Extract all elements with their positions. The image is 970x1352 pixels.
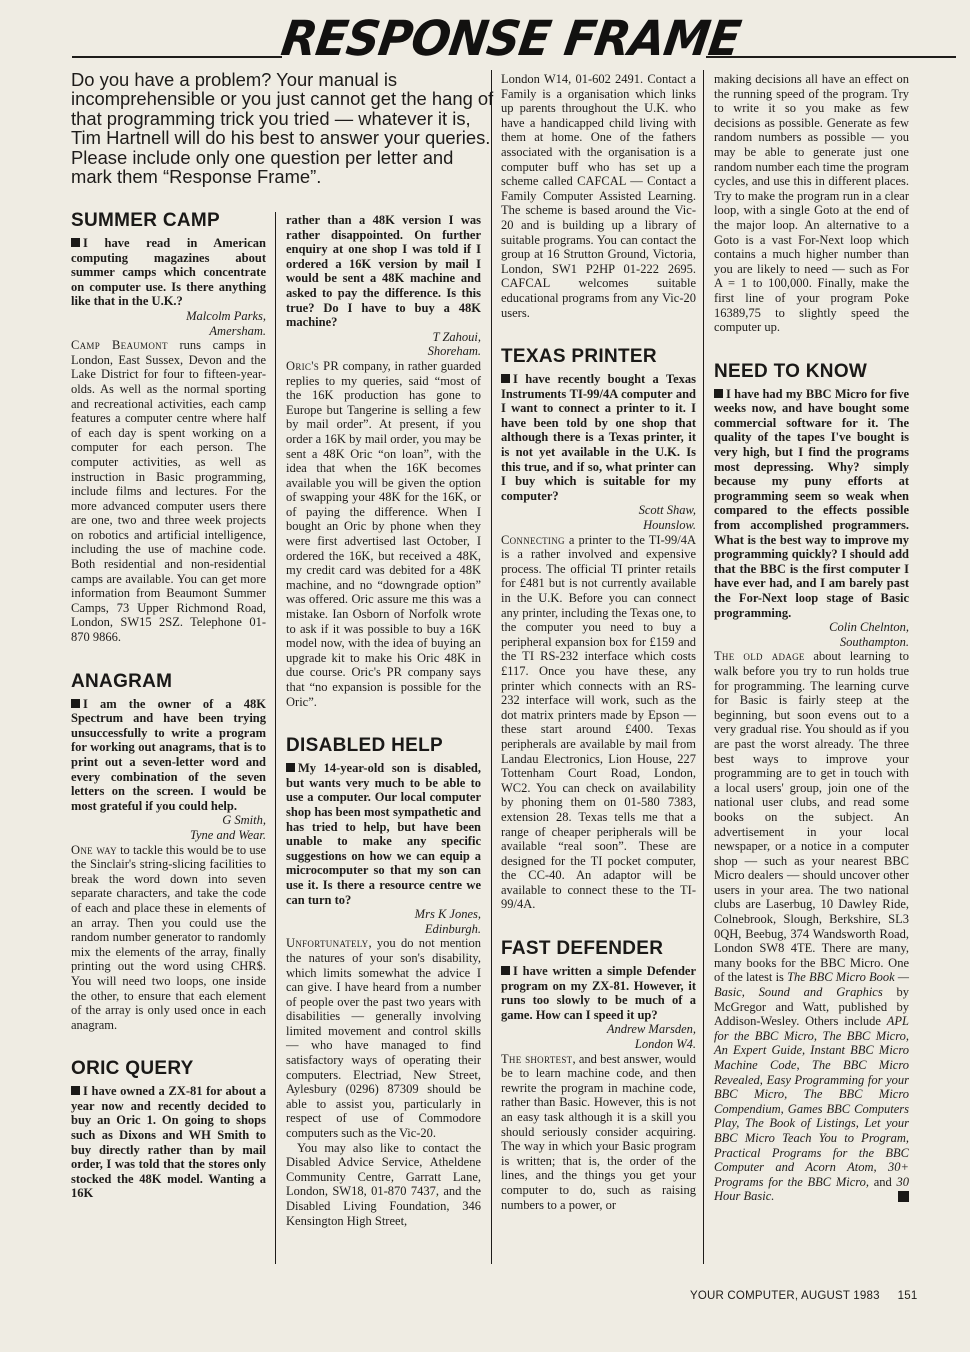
intro-text: Do you have a problem? Your manual is incomprehensible or you just cannot get the hang of that programming trick you tried — whatever it is, Tim Hartnell will do his best to answer your queries. Please include only one question per letter and mark them “Response Frame”. <box>71 69 494 188</box>
reader-question: My 14-year-old son is disabled, but wants very much to be able to use a computer. Our local computer shop has been most sympathetic and has tried to help, but have been unable to make any specific suggestions on how we can equip a microcomputer so that my son can use it. Is there a resource centre we can turn to? <box>286 761 481 907</box>
column-2 <box>286 213 481 1228</box>
signature: Andrew Marsden, London W4. <box>606 1022 696 1052</box>
reader-question: I have written a simple Defender program on my ZX-81. However, it runs too slowly to be much of a game. How can I speed it up? <box>501 964 696 1022</box>
square-bullet-icon <box>71 1086 80 1095</box>
answer-text: You may also like to contact the Disabled Advice Service, Atheldene Community Centre, Garratt Lane, London, SW18, 01-870 7437, and the Disabled Living Foundation, 346 Kensington High Street, <box>286 1140 481 1228</box>
reader-question: I have read in American computing magazines about summer camps which concentrate on computer use. Is there anything like that in the U.K.? <box>71 236 266 309</box>
answer-text: Unfortunately, you do not mention the natures of your son's disability, which limits somewhat the advice I can give. I have heard from a number of people over the past two years with disabilities — generally involving limited movement and control skills — who have managed to find satisfactory ways of operating their computers. Electriad, New Street, Aylesbury (0296) 87309 should be able to assist you, particularly in respect of use of Commodore computers such as the Vic-20. <box>286 936 481 1141</box>
square-bullet-icon <box>71 699 80 708</box>
signature: Colin Chelnton, Southampton. <box>829 620 909 649</box>
signature: G Smith, Tyne and Wear. <box>189 813 266 842</box>
square-bullet-icon <box>501 374 510 383</box>
banner-rule-left <box>72 56 282 58</box>
column-divider <box>275 212 276 1264</box>
page-number: 151 <box>897 1290 918 1302</box>
answer-text: The shortest, and best answer, would be to learn machine code, and then rewrite the program in machine code, rather than Basic. However, this is not an easy task although it is a skill you should seriously consider acquiring. The way in which your Basic program is written; that is, the order of the lines, and the things you get your computer to do, such as raising numbers to a power, or <box>501 1051 696 1212</box>
page-footer <box>690 1290 917 1302</box>
reader-question: I am the owner of a 48K Spectrum and have been trying unsuccessfully to write a program for working out anagrams, that is to print out a seven-letter word and every combination of the seven letters on the screen. I would be most grateful if you could help. <box>71 696 266 813</box>
section-texas-printer <box>501 346 696 912</box>
section-anagram <box>71 671 266 1033</box>
section-need-to-know <box>714 361 909 1204</box>
reader-question: I have had my BBC Micro for five weeks now, and have bought some commercial software for it. The quality of the tapes I've bought is very high, but I find the programs most depressing. Why? simply because my puny efforts at programming seem so weak when compared to the effects possible from accomplished programmers. What is the best way to improve my programming quickly? I should add that the BBC is the first computer I have ever had, and I am barely past the For-Next loop stage of Basic programming. <box>714 386 909 620</box>
answer-text: Connecting a printer to the TI-99/4A is a rather involved and expensive process. The official TI printer retails for £481 but is not currently available in the U.K. Before you can connect any printer, including the Texas one, to the computer you need to buy a peripheral expansion box for £159 and the TI RS-232 interface which costs £117. Once you have these, any printer which connects with an RS-232 interface will work, such as the dot matrix printers made by Epson — these start around £400. Texas peripherals are available by mail from Landau Electronics, Lion House, 227 Tottenham Court Road, London, WC2. You can check on availability by phoning them on 01-580 7383, extension 28. Texas tells me that a range of cheaper peripherals will be available “real soon”. These are designed for the TI pocket computer, the CC-40. An adaptor will be available to connect these to the TI-99/4A. <box>501 532 696 912</box>
section-oric-query <box>71 1058 266 1201</box>
reader-question-continued: rather than a 48K version I was rather disappointed. On further enquiry at one shop I was told if I ordered a 16K version by mail I would be sent a 48K machine and asked to pay the difference. Is this true? Do I have to buy a 48K machine? <box>286 213 481 330</box>
end-of-article-icon <box>898 1191 909 1202</box>
answer-text: The old adage about learning to walk before you try to run holds true for programming. The learning curve for Basic is fairly steep at the beginning, but soon evens out to a very gradual rise. You should as if you are past the worst already. The three best ways to improve your programming are to get in touch with a local users' group, join one of the national user clubs, and read some books on the subject. An advertisement in your local newspaper, or a notice in a computer shop — such as your nearest BBC Micro dealers — should uncover other users in your area. The two national clubs are Laserbug, 10 Dawley Ride, Colnebrook, Slough, Berkshire, SL3 0QH, Beebug, 374 Wandsworth Road, London SW8 4TE. There are many, many books for the BBC Micro. One of the latest is The BBC Micro Book — Basic, Sound and Graphics by McGregor and Watt, published by Addison-Wesley. Others include APL for the BBC Micro, The BBC Micro, An Expert Guide, Instant BBC Micro Machine Code, The BBC Micro Revealed, Easy Programming for your BBC Micro, The BBC Micro Compendium, Games BBC Computers Play, The Book of Listings, Let your BBC Micro Teach You to Program, Practical Programs for the BBC Computer and Acorn Atom, 30+ Programs for the BBC Micro, and 30 Hour Basic. <box>714 649 909 1204</box>
column-1 <box>71 210 266 1201</box>
publication-line: YOUR COMPUTER, AUGUST 1983 <box>690 1290 880 1302</box>
page-banner-title: RESPONSE FRAME <box>278 9 744 67</box>
banner-rule-right <box>706 56 956 58</box>
section-fast-defender <box>501 938 696 1212</box>
section-heading: TEXAS PRINTER <box>501 346 657 368</box>
column-divider <box>491 70 492 1264</box>
column-3 <box>501 72 696 1212</box>
section-heading: DISABLED HELP <box>286 735 443 757</box>
square-bullet-icon <box>714 389 723 398</box>
square-bullet-icon <box>286 763 295 772</box>
reader-question: I have owned a ZX-81 for about a year now and recently decided to buy an Oric 1. On going to shops such as Dixons and WH Smith to buy directly rather than by mail order, I was told that the stores only stocked the 48K model. Wanting a 16K <box>71 1084 266 1201</box>
signature: Mrs K Jones, Edinburgh. <box>414 907 481 936</box>
signature: Malcolm Parks, Amersham. <box>186 308 266 338</box>
section-heading: ANAGRAM <box>71 670 173 692</box>
column-divider <box>703 70 704 1264</box>
answer-text: One way to tackle this would be to use the Sinclair's string-slicing facilities to break the word down into seven separate characters, and take the code of each and place these in elements of an array. Then you could use the random number generator to randomly mix the elements of the array, finally printing out the word using CHR$. You will need two loops, one inside the other, to ensure that each element of the array is only used once in each anagram. <box>71 842 266 1032</box>
section-heading: SUMMER CAMP <box>71 210 220 231</box>
answer-text-continued: London W14, 01-602 2491. Contact a Family is a organisation which links up parents throughout the U.K. who have a handicapped child living with them at home. One of the fathers associated with the organisation is a computer buff who has set up a scheme called CAFCAL — Contact a Family Computer Assisted Learning. The scheme is based around the Vic-20 and is building up a library of suitable programs. You can contact the group at 16 Strutton Ground, Victoria, London, SW1 P2HP 01-222 2695. CAFCAL welcomes suitable educational programs from any Vic-20 users. <box>501 72 696 320</box>
section-heading: FAST DEFENDER <box>501 938 664 960</box>
section-summer-camp <box>71 210 266 645</box>
section-disabled-help <box>286 735 481 1228</box>
square-bullet-icon <box>501 966 510 975</box>
section-heading: NEED TO KNOW <box>714 360 868 382</box>
column-4 <box>714 72 909 1204</box>
signature: T Zahoui, Shoreham. <box>427 329 481 359</box>
answer-text: Camp Beaumont runs camps in London, East Sussex, Devon and the Lake District for four to fifteen-year-olds. As well as the normal sporting and recreational activities, each camp features a computer centre where half of each day is spent working on a computer for each person. The computer activities, as well as instruction in Basic programming, include films and lectures. For the more advanced computer users there are one, two and three week projects on robotics and artificial intelligence, including the use of machine code. Both residential and non-residential camps are available. You can get more information from Beaumont Summer Camps, 73 Upper Richmond Road, London, SW15 2SZ. Telephone 01-870 9866. <box>71 338 266 645</box>
answer-text-continued: making decisions all have an effect on the running speed of the program. Try to write it so you make as few decisions as possible. Generate as few random numbers as possible — you may be able to generate just one random number each time the program cycles, and use this in different places. Try to make the program run in a clear loop, with a single Goto at the end of the major loop. An alternative to a Goto is a vast For-Next loop which contains a much higher number than you are likely to need — such as For A = 1 to 100,000. Finally, make the first line of your program Poke 16389,75 to slightly speed the computer up. <box>714 72 909 335</box>
reader-question: I have recently bought a Texas Instruments TI-99/4A computer and I want to connect a printer to it. I have been told by one shop that although there is a Texas printer, it is not yet available in the U.K. Is this true, and if so, what printer can I buy which is suitable for my computer? <box>501 372 696 503</box>
signature: Scott Shaw, Hounslow. <box>638 503 696 533</box>
square-bullet-icon <box>71 238 80 247</box>
section-heading: ORIC QUERY <box>71 1058 194 1080</box>
answer-text: Oric's PR company, in rather guarded replies to my queries, said “most of the 16K production has gone to Europe but Tangerine is selling a few by mail order”. At present, if you order a 16K by mail order, you may be sent a 48K Oric “on loan”, with the idea that when the 16K becomes available you will be given the option of swapping your 48K for the 16K, or of paying the difference. When I bought an Oric by phone when they were first advertised last October, I ordered the 16K, but received a 48K, my credit card was debited for a 48K machine, and no “downgrade option” was offered. Oric assure me this was a mistake. Ian Osborn of Norfolk wrote to ask if it was possible to buy a 16K model now, with the idea of buying an upgrade kit to make his Oric 48K in due course. Oric's PR company says that “no expansion is possible for the Oric”. <box>286 358 481 709</box>
